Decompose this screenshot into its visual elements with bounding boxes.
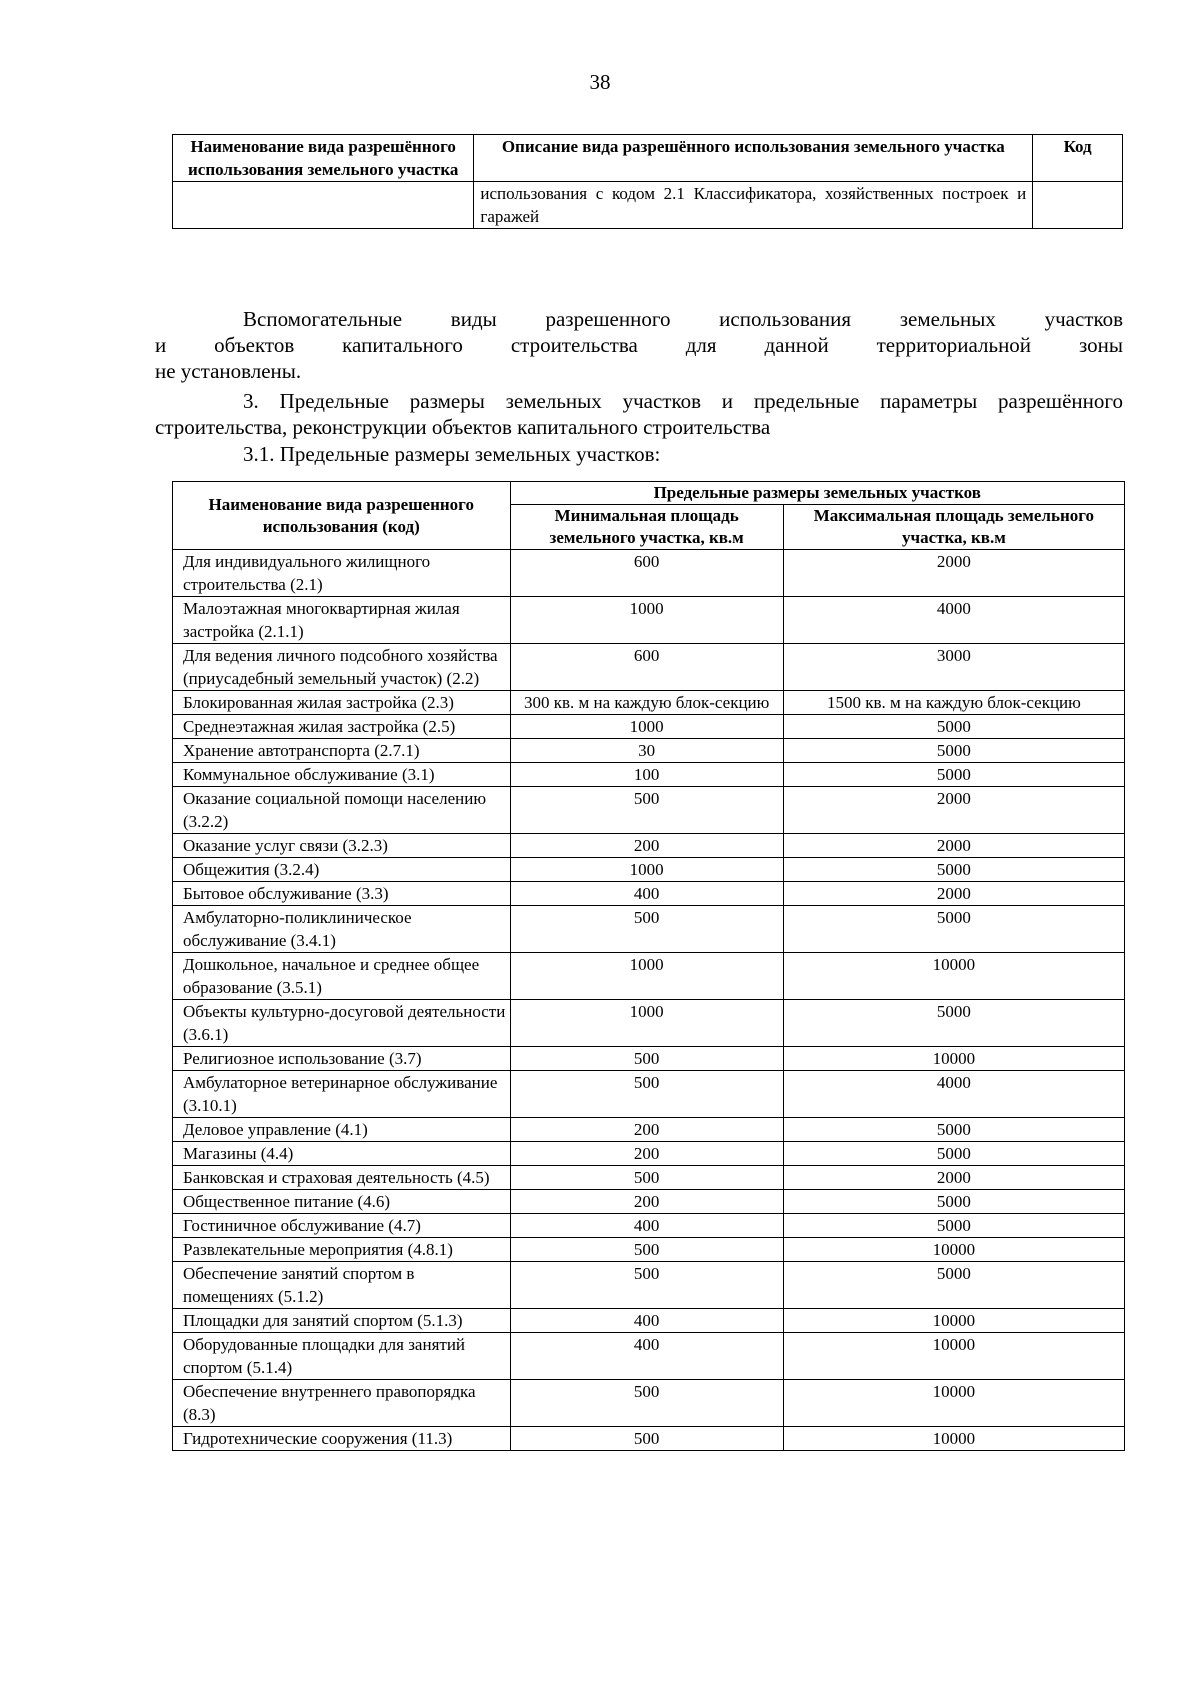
cell-min-area: 500 [510,1380,783,1427]
cell-use-type: Малоэтажная многоквартирная жилая застройка (2.1.1) [173,597,511,644]
table-row [173,1214,1125,1238]
cell-use-type: Общественное питание (4.6) [173,1190,511,1214]
table-row [173,1309,1125,1333]
cell-max-area: 4000 [783,597,1124,644]
cell-description: использования с кодом 2.1 Классификатора, хозяйственных построек и гаражей [474,182,1033,229]
cell-use-type: Оказание услуг связи (3.2.3) [173,834,511,858]
cell-use-type: Развлекательные мероприятия (4.8.1) [173,1238,511,1262]
paragraph-line: не установлены. [155,359,302,383]
table-row [173,1238,1125,1262]
cell-min-area: 400 [510,1333,783,1380]
cell-min-area: 500 [510,787,783,834]
table-row [173,1166,1125,1190]
table-row [173,1380,1125,1427]
table-row [173,1190,1125,1214]
header-min-area: Минимальная площадь земельного участка, кв.м [510,505,783,550]
table-row [173,906,1125,953]
cell-min-area: 500 [510,1047,783,1071]
table-row [173,1071,1125,1118]
cell-use-type: Среднеэтажная жилая застройка (2.5) [173,715,511,739]
cell-min-area: 400 [510,1309,783,1333]
cell-use-type: Дошкольное, начальное и среднее общее образование (3.5.1) [173,953,511,1000]
cell-use-type: Для ведения личного подсобного хозяйства (приусадебный земельный участок) (2.2) [173,644,511,691]
cell-min-area: 200 [510,1118,783,1142]
cell-min-area: 600 [510,644,783,691]
cell-max-area: 5000 [783,858,1124,882]
table-row [173,691,1125,715]
cell-use-type: Обеспечение внутреннего правопорядка (8.3) [173,1380,511,1427]
cell-max-area: 2000 [783,834,1124,858]
cell-max-area: 2000 [783,550,1124,597]
cell-use-type: Гостиничное обслуживание (4.7) [173,1214,511,1238]
header-name: Наименование вида разрешённого использования земельного участка [173,135,474,182]
table-row [173,715,1125,739]
cell-max-area: 5000 [783,1262,1124,1309]
cell-min-area: 600 [510,550,783,597]
page-number: 38 [589,70,611,94]
cell-min-area: 200 [510,834,783,858]
table-header-row [173,482,1125,505]
cell-max-area: 5000 [783,1214,1124,1238]
table-row [173,1000,1125,1047]
paragraph-line: Вспомогательные виды разрешенного использования земельных участков [243,307,1123,331]
cell-max-area: 10000 [783,1238,1124,1262]
cell-min-area: 200 [510,1190,783,1214]
cell-max-area: 5000 [783,1190,1124,1214]
cell-min-area: 1000 [510,715,783,739]
cell-min-area: 400 [510,1214,783,1238]
cell-max-area: 3000 [783,644,1124,691]
cell-max-area: 5000 [783,1118,1124,1142]
cell-min-area: 500 [510,1427,783,1451]
table-body [173,550,1125,1451]
cell-use-type: Религиозное использование (3.7) [173,1047,511,1071]
table-row [173,1333,1125,1380]
header-code: Код [1033,135,1123,182]
cell-min-area: 200 [510,1142,783,1166]
table-row [173,597,1125,644]
cell-use-type: Оборудованные площадки для занятий спортом (5.1.4) [173,1333,511,1380]
cell-max-area: 5000 [783,1142,1124,1166]
table-row [173,644,1125,691]
cell-use-type: Площадки для занятий спортом (5.1.3) [173,1309,511,1333]
continuation-table-header [173,135,1123,182]
cell-max-area: 10000 [783,1309,1124,1333]
cell-min-area: 500 [510,906,783,953]
cell-use-type: Магазины (4.4) [173,1142,511,1166]
cell-min-area: 100 [510,763,783,787]
table-row [173,739,1125,763]
cell-min-area: 500 [510,1166,783,1190]
cell-use-type: Общежития (3.2.4) [173,858,511,882]
cell-max-area: 5000 [783,906,1124,953]
cell-max-area: 4000 [783,1071,1124,1118]
cell-max-area: 10000 [783,953,1124,1000]
cell-min-area: 500 [510,1071,783,1118]
cell-max-area: 10000 [783,1380,1124,1427]
header-size-limits: Предельные размеры земельных участков [510,482,1125,505]
cell-code [1033,182,1123,229]
cell-use-type: Банковская и страховая деятельность (4.5) [173,1166,511,1190]
cell-use-type: Амбулаторное ветеринарное обслуживание (3.10.1) [173,1071,511,1118]
cell-max-area: 10000 [783,1333,1124,1380]
cell-min-area: 1000 [510,1000,783,1047]
table-row [173,763,1125,787]
header-max-area: Максимальная площадь земельного участка, кв.м [783,505,1124,550]
cell-use-type: Бытовое обслуживание (3.3) [173,882,511,906]
table-row [173,1118,1125,1142]
cell-max-area: 10000 [783,1047,1124,1071]
table-row [173,882,1125,906]
table-row [173,1427,1125,1451]
cell-min-area: 30 [510,739,783,763]
cell-min-area: 300 кв. м на каждую блок-секцию [510,691,783,715]
table-row [173,550,1125,597]
cell-min-area: 400 [510,882,783,906]
table-row [173,1262,1125,1309]
cell-min-area: 1000 [510,858,783,882]
cell-max-area: 10000 [783,1427,1124,1451]
header-use-type: Наименование вида разрешенного использования (код) [173,482,511,550]
cell-max-area: 5000 [783,715,1124,739]
cell-min-area: 1000 [510,597,783,644]
continuation-table [172,134,1123,229]
cell-max-area: 2000 [783,882,1124,906]
cell-use-type: Деловое управление (4.1) [173,1118,511,1142]
table-row [173,858,1125,882]
auxiliary-uses-paragraph [155,306,1123,384]
cell-use-type: Объекты культурно-досуговой деятельности (3.6.1) [173,1000,511,1047]
table-row [173,834,1125,858]
cell-name [173,182,474,229]
cell-use-type: Обеспечение занятий спортом в помещениях (5.1.2) [173,1262,511,1309]
cell-use-type: Для индивидуального жилищного строительства (2.1) [173,550,511,597]
cell-use-type: Гидротехнические сооружения (11.3) [173,1427,511,1451]
cell-use-type: Блокированная жилая застройка (2.3) [173,691,511,715]
cell-use-type: Оказание социальной помощи населению (3.2.2) [173,787,511,834]
cell-use-type: Амбулаторно-поликлиническое обслуживание (3.4.1) [173,906,511,953]
cell-min-area: 500 [510,1262,783,1309]
table-row [173,182,1123,229]
cell-use-type: Коммунальное обслуживание (3.1) [173,763,511,787]
cell-max-area: 5000 [783,1000,1124,1047]
land-plot-sizes-table [172,481,1125,1451]
section-3-1-heading: 3.1. Предельные размеры земельных участков: [243,442,661,466]
paragraph-line: и объектов капитального строительства для данной территориальной зоны [155,333,1123,357]
cell-min-area: 500 [510,1238,783,1262]
cell-max-area: 2000 [783,787,1124,834]
table-row [173,787,1125,834]
cell-max-area: 2000 [783,1166,1124,1190]
table-row [173,1142,1125,1166]
section-3-heading: 3. Предельные размеры земельных участков и предельные параметры разрешённого строительства, реконструкции объектов капитального строительства [155,389,1123,439]
cell-use-type: Хранение автотранспорта (2.7.1) [173,739,511,763]
header-description: Описание вида разрешённого использования земельного участка [474,135,1033,182]
cell-max-area: 5000 [783,739,1124,763]
cell-min-area: 1000 [510,953,783,1000]
cell-max-area: 1500 кв. м на каждую блок-секцию [783,691,1124,715]
table-row [173,1047,1125,1071]
cell-max-area: 5000 [783,763,1124,787]
table-row [173,953,1125,1000]
